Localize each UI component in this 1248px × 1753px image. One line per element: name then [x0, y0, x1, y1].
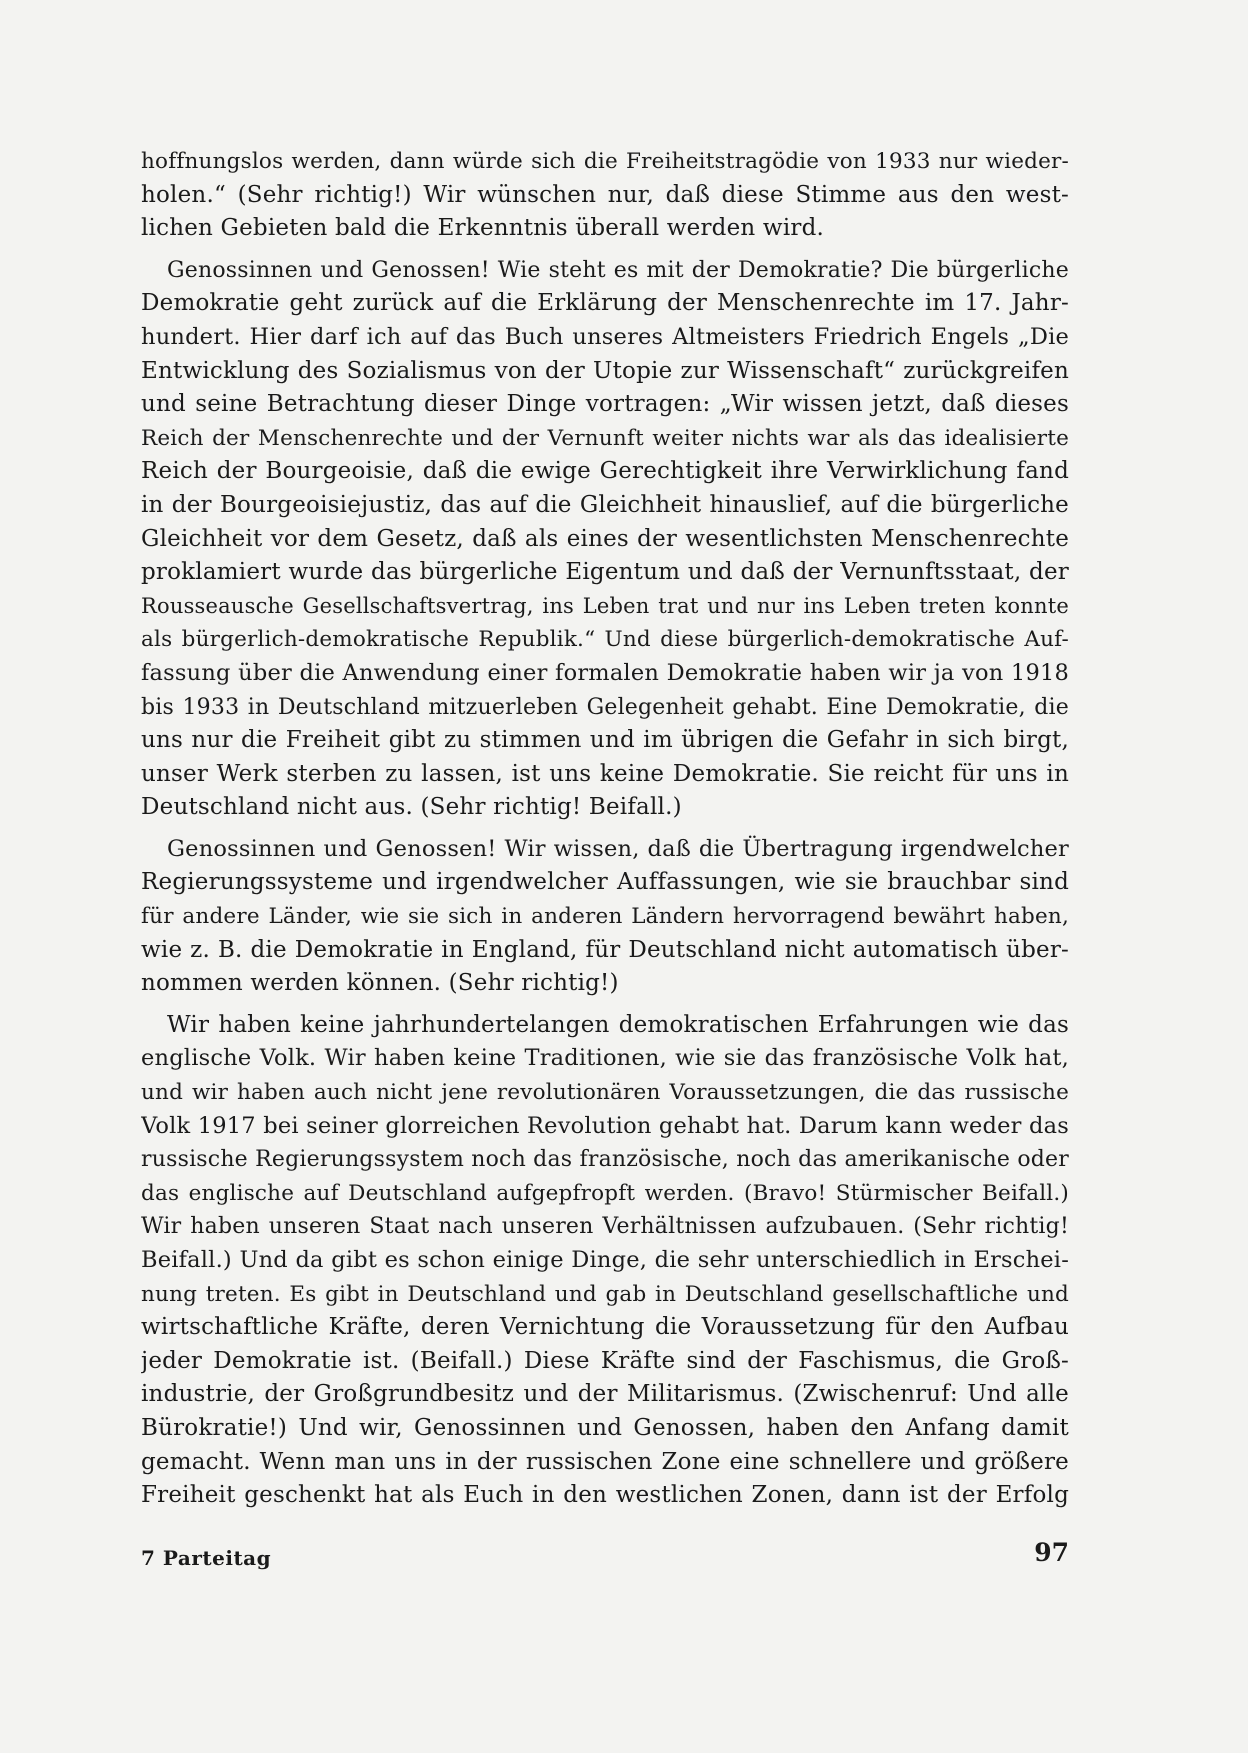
- text-line: uns nur die Freiheit gibt zu stimmen und im übrigen die Gefahr in sich birgt,: [141, 727, 1069, 754]
- page-number: 97: [1034, 1538, 1069, 1567]
- text-line: Genossinnen und Genossen! Wir wissen, daß die Übertragung irgendwelcher: [167, 835, 1069, 862]
- text-line: Deutschland nicht aus. (Sehr richtig! Beifall.): [141, 794, 682, 821]
- text-line: wie z. B. die Demokratie in England, für Deutschland nicht automatisch über-: [141, 936, 1069, 963]
- body-text: [141, 145, 1069, 1521]
- text-line: Demokratie geht zurück auf die Erklärung der Menschenrechte im 17. Jahr-: [141, 290, 1069, 317]
- text-line: jeder Demokratie ist. (Beifall.) Diese Kräfte sind der Faschismus, die Groß-: [141, 1347, 1069, 1374]
- text-line: industrie, der Großgrundbesitz und der Militarismus. (Zwischenruf: Und alle: [141, 1381, 1069, 1408]
- printer-signature: 7 Parteitag: [141, 1546, 272, 1570]
- text-line: lichen Gebieten bald die Erkenntnis überall werden wird.: [141, 215, 825, 242]
- text-line: Wir haben keine jahrhundertelangen demokratischen Erfahrungen wie das: [167, 1011, 1069, 1038]
- text-line: holen.“ (Sehr richtig!) Wir wünschen nur, daß diese Stimme aus den west-: [141, 181, 1069, 208]
- text-line: nommen werden können. (Sehr richtig!): [141, 970, 619, 997]
- text-line: als bürgerlich-demokratische Republik.“ Und diese bürgerlich-demokratische Auf-: [141, 627, 1069, 653]
- text-line: Bürokratie!) Und wir, Genossinnen und Genossen, haben den Anfang damit: [141, 1414, 1069, 1441]
- text-line: unser Werk sterben zu lassen, ist uns keine Demokratie. Sie reicht für uns in: [141, 760, 1069, 787]
- text-line: Wir haben unseren Staat nach unseren Verhältnissen aufzubauen. (Sehr richtig!: [141, 1214, 1069, 1240]
- text-line: in der Bourgeoisiejustiz, das auf die Gleichheit hinauslief, auf die bürgerliche: [141, 491, 1069, 518]
- text-line: fassung über die Anwendung einer formalen Demokratie haben wir ja von 1918: [141, 659, 1069, 686]
- text-line: Beifall.) Und da gibt es schon einige Dinge, die sehr unterschiedlich in Erschei-: [141, 1247, 1069, 1273]
- text-line: proklamiert wurde das bürgerliche Eigentum und daß der Vernunftsstaat, der: [141, 559, 1069, 586]
- paragraph-2: [141, 254, 1069, 825]
- text-line: Reich der Menschenrechte und der Vernunft weiter nichts war als das idealisierte: [141, 425, 1069, 451]
- text-line: Rousseausche Gesellschaftsvertrag, ins Leben trat und nur ins Leben treten konnte: [141, 593, 1069, 618]
- text-line: Gleichheit vor dem Gesetz, daß als eines der wesentlichsten Menschenrechte: [141, 525, 1069, 552]
- text-line: Volk 1917 bei seiner glorreichen Revolution gehabt hat. Darum kann weder das: [141, 1112, 1069, 1139]
- text-line: und seine Betrachtung dieser Dinge vortragen: „Wir wissen jetzt, daß dieses: [141, 391, 1069, 418]
- paragraph-1: [141, 145, 1069, 246]
- text-line: Genossinnen und Genossen! Wie steht es mit der Demokratie? Die bürgerliche: [167, 257, 1069, 283]
- text-line: Entwicklung des Sozialismus von der Utopie zur Wissenschaft“ zurückgreifen: [141, 357, 1069, 384]
- text-line: Freiheit geschenkt hat als Euch in den westlichen Zonen, dann ist der Erfolg: [141, 1482, 1069, 1509]
- text-line: Regierungssysteme und irgendwelcher Auffassungen, wie sie brauchbar sind: [141, 869, 1069, 896]
- text-line: für andere Länder, wie sie sich in anderen Ländern hervorragend bewährt haben,: [141, 904, 1069, 930]
- text-line: bis 1933 in Deutschland mitzuerleben Gelegenheit gehabt. Eine Demokratie, die: [141, 694, 1069, 720]
- paragraph-4: [141, 1009, 1069, 1513]
- text-line: hundert. Hier darf ich auf das Buch unseres Altmeisters Friedrich Engels „Die: [141, 323, 1069, 350]
- text-line: nung treten. Es gibt in Deutschland und gab in Deutschland gesellschaftliche und: [141, 1281, 1069, 1307]
- page-footer: [141, 1538, 1069, 1578]
- text-line: wirtschaftliche Kräfte, deren Vernichtung die Voraussetzung für den Aufbau: [141, 1314, 1069, 1341]
- text-line: das englische auf Deutschland aufgepfropft werden. (Bravo! Stürmischer Beifall.): [141, 1180, 1069, 1206]
- text-line: russische Regierungssystem noch das französische, noch das amerikanische oder: [141, 1147, 1069, 1173]
- text-line: englische Volk. Wir haben keine Traditionen, wie sie das französische Volk hat,: [141, 1045, 1069, 1072]
- text-line: und wir haben auch nicht jene revolutionären Voraussetzungen, die das russische: [141, 1080, 1069, 1106]
- paragraph-3: [141, 833, 1069, 1001]
- text-line: Reich der Bourgeoisie, daß die ewige Gerechtigkeit ihre Verwirklichung fand: [141, 458, 1069, 485]
- text-line: gemacht. Wenn man uns in der russischen Zone eine schnellere und größere: [141, 1448, 1069, 1475]
- text-line: hoffnungslos werden, dann würde sich die Freiheitstragödie von 1933 nur wieder-: [141, 149, 1069, 174]
